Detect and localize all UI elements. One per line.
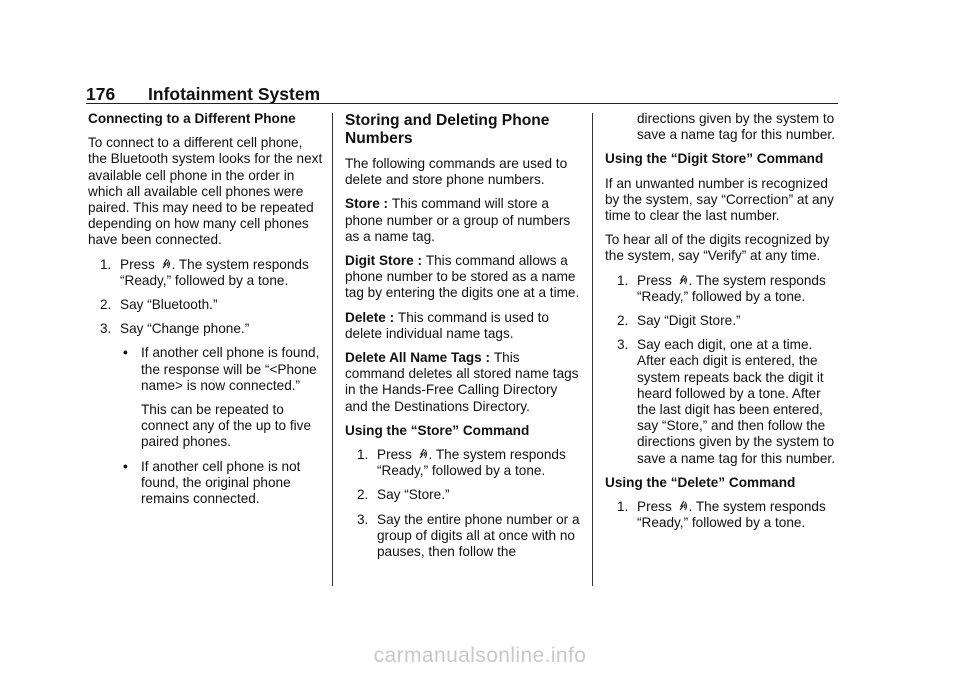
definition-desc: This command deletes all stored name tags in the Hands-Free Calling Directory and the Destinations Directory. xyxy=(345,350,579,414)
subheading-digit-store-command: Using the “Digit Store” Command xyxy=(605,151,824,167)
step-number: 3. xyxy=(617,337,629,353)
step-continuation: directions given by the system to save a name tag for this number. xyxy=(637,111,835,143)
step-text: Say each digit, one at a time. After each digit is entered, the system repeats back the digit it heard followed by a tone. After the last digit has been entered, say “Store,” and then follow the directions given by the system to save a name tag for this number. xyxy=(637,337,835,466)
intro-paragraph: The following commands are used to delete and store phone numbers. xyxy=(345,156,568,188)
bullet-mark: • xyxy=(123,345,128,361)
step-number: 1. xyxy=(357,447,369,463)
step-text: Press xyxy=(120,256,159,272)
step-text: Say the entire phone number or a group of digits all at once with no pauses, then follow the xyxy=(377,511,580,560)
step-3 xyxy=(88,321,324,337)
step-1 xyxy=(345,447,581,479)
heading-storing-deleting: Storing and Deleting Phone Numbers xyxy=(345,112,550,147)
paragraph-verify: To hear all of the digits recognized by the system, say “Verify” at any time. xyxy=(605,232,830,264)
definition-delete xyxy=(345,310,581,342)
step-2 xyxy=(605,313,841,329)
header-rule xyxy=(86,103,838,104)
step-response: “Ready,” followed by a tone. xyxy=(377,463,546,479)
step-3 xyxy=(345,512,581,561)
step-response: “Ready,” followed by a tone. xyxy=(637,288,806,304)
step-response: “Ready,” followed by a tone. xyxy=(120,272,289,288)
step-response: “Ready,” followed by a tone. xyxy=(637,515,806,531)
subheading-store-command: Using the “Store” Command xyxy=(345,422,530,438)
bullet-mark: • xyxy=(123,458,128,474)
step-text: Say “Change phone.” xyxy=(120,321,250,337)
definition-desc: This command allows a phone number to be stored as a name tag by entering the digits one at a time. xyxy=(345,253,580,301)
column-1 xyxy=(88,111,324,507)
step-1 xyxy=(88,257,324,289)
definition-delete-all xyxy=(345,350,581,415)
step-text: Say “Store.” xyxy=(377,487,450,503)
step-number: 1. xyxy=(100,256,112,272)
paragraph-correction: If an unwanted number is recognized by the system, say “Correction” at any time to clear the last number. xyxy=(605,175,834,224)
definition-term: Delete : xyxy=(345,309,398,325)
bullet-text: If another cell phone is found, the response will be “<Phone name> is now connected.” xyxy=(141,345,320,393)
step-text: Press xyxy=(377,447,416,463)
step-1-delete xyxy=(605,499,841,531)
definition-desc: This command will store a phone number or a group of numbers as a name tag. xyxy=(345,196,571,244)
definition-desc: This command is used to delete individual name tags. xyxy=(345,309,549,341)
voice-command-icon xyxy=(678,274,688,286)
bullet-text: If another cell phone is not found, the original phone remains connected. xyxy=(141,458,301,507)
bullet-continuation: This can be repeated to connect any of the up to five paired phones. xyxy=(141,402,312,450)
step-text-cont: . The system responds xyxy=(688,272,826,288)
step-2 xyxy=(88,297,324,313)
step-text: Say “Bluetooth.” xyxy=(120,297,218,313)
intro-paragraph: To connect to a different cell phone, the Bluetooth system looks for the next available cell phone in the order in which all available cell phones were paired. This may need to be repeated depending on how many cell phones have been connected. xyxy=(88,135,323,248)
definition-term: Delete All Name Tags : xyxy=(345,350,494,366)
voice-command-icon xyxy=(418,448,428,460)
section-title: Infotainment System xyxy=(148,84,321,104)
column-divider-2 xyxy=(592,113,593,586)
step-number: 2. xyxy=(100,297,112,313)
step-text: Say “Digit Store.” xyxy=(637,313,741,329)
subheading-delete-command: Using the “Delete” Command xyxy=(605,474,796,490)
step-text-cont: . The system responds xyxy=(688,499,826,515)
step-3 xyxy=(605,337,841,467)
voice-command-icon xyxy=(161,258,171,270)
definition-term: Store : xyxy=(345,196,392,212)
step-2 xyxy=(345,487,581,503)
step-text: Press xyxy=(637,499,676,515)
step-number: 2. xyxy=(357,487,369,503)
step-number: 3. xyxy=(100,321,112,337)
step-text-cont: . The system responds xyxy=(171,256,309,272)
step-number: 3. xyxy=(357,511,369,527)
step-text: Press xyxy=(637,272,676,288)
bullet-item-1 xyxy=(88,345,324,394)
step-number: 1. xyxy=(617,499,629,515)
heading-connecting: Connecting to a Different Phone xyxy=(88,111,296,126)
bullet-item-2 xyxy=(88,459,324,508)
step-1 xyxy=(605,273,841,305)
column-3 xyxy=(605,111,841,531)
voice-command-icon xyxy=(678,500,688,512)
definition-term: Digit Store : xyxy=(345,253,426,269)
definition-store xyxy=(345,196,581,245)
column-divider-1 xyxy=(332,113,333,586)
step-number: 1. xyxy=(617,272,629,288)
page-number: 176 xyxy=(86,84,116,104)
column-2 xyxy=(345,111,581,560)
watermark: carmanualsonline.info xyxy=(373,644,587,667)
definition-digit-store xyxy=(345,253,581,302)
step-number: 2. xyxy=(617,313,629,329)
step-text-cont: . The system responds xyxy=(428,447,566,463)
